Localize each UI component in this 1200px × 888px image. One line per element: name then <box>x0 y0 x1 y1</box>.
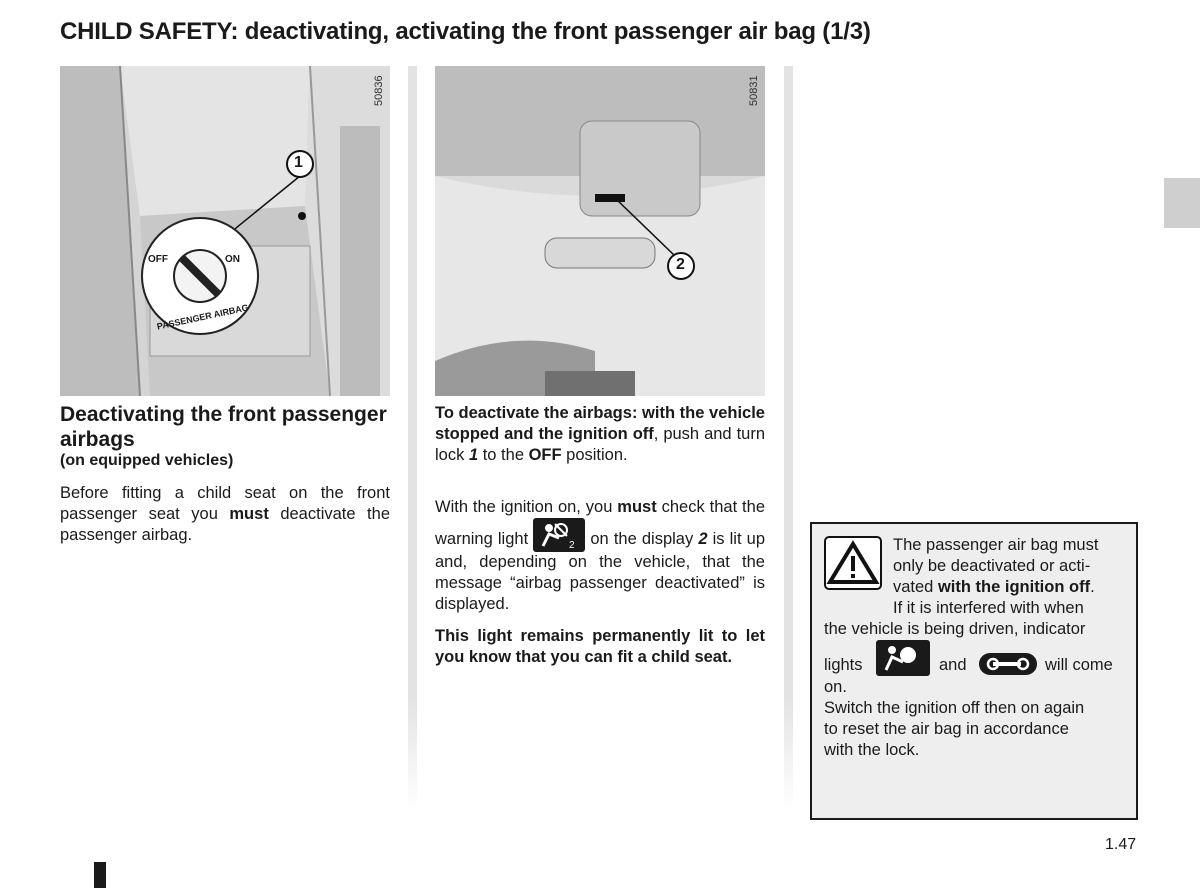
figure-passenger-airbag-lock <box>60 66 390 396</box>
warning-box <box>810 522 1138 820</box>
warning-line: will come <box>1045 656 1113 674</box>
chapter-tab <box>1164 178 1200 228</box>
page-title: CHILD SAFETY: deactivating, activating the front passenger air bag (1/3) <box>60 18 871 45</box>
figure-roof-display <box>435 66 765 396</box>
col2-paragraph-3: This light remains permanently lit to let you know that you can fit a child seat. <box>435 627 765 666</box>
wrench-service-icon <box>979 653 1037 675</box>
figure-code: 50831 <box>748 75 760 106</box>
page-number: 1.47 <box>1105 836 1137 853</box>
dial-off-label: OFF <box>148 254 168 265</box>
svg-text:2: 2 <box>569 540 575 551</box>
warning-line: only be deactivated or acti- <box>893 557 1091 575</box>
warning-line: on. <box>824 678 847 696</box>
callout-2: 2 <box>676 256 685 273</box>
callout-1: 1 <box>294 154 303 171</box>
airbag-off-icon <box>533 518 585 552</box>
dial-on-label: ON <box>225 254 240 265</box>
warning-line: The passenger air bag must <box>893 536 1099 554</box>
figure-code: 50836 <box>373 75 385 106</box>
dial-ring-label: PASSENGER AIRBAG <box>155 302 250 332</box>
col2-paragraph-1: To deactivate the airbags: with the vehicle stopped and the ignition off, push and turn lock 1 to the OFF position. <box>435 404 766 464</box>
warning-line: If it is interfered with when <box>893 599 1084 617</box>
page-marker-bar <box>94 862 106 888</box>
warning-line: and <box>939 656 967 674</box>
warning-line: Switch the ignition off then on again <box>824 699 1085 717</box>
warning-line: vated with the ignition off. <box>893 578 1095 596</box>
col2-paragraph-2: With the ignition on, you must check that the warning light 2 on the display 2 is lit up and, depending on the vehicle, that the message “airbag passenger deactivated” is displayed. <box>435 498 765 613</box>
column-separator <box>784 66 793 810</box>
warning-line: the vehicle is being driven, indicator <box>824 620 1086 638</box>
section-subheading: (on equipped vehicles) <box>60 452 234 469</box>
warning-triangle-icon <box>824 536 882 590</box>
warning-line: lights <box>824 656 863 674</box>
warning-line: to reset the air bag in accordance <box>824 720 1069 738</box>
column-separator <box>408 66 417 810</box>
section-heading: Deactivating the front passenger airbags <box>60 403 387 451</box>
airbag-warning-icon <box>876 640 930 676</box>
col1-paragraph: Before fitting a child seat on the front passenger seat you must deactivate the passenger airbag. <box>60 484 390 544</box>
warning-line: with the lock. <box>824 741 920 759</box>
